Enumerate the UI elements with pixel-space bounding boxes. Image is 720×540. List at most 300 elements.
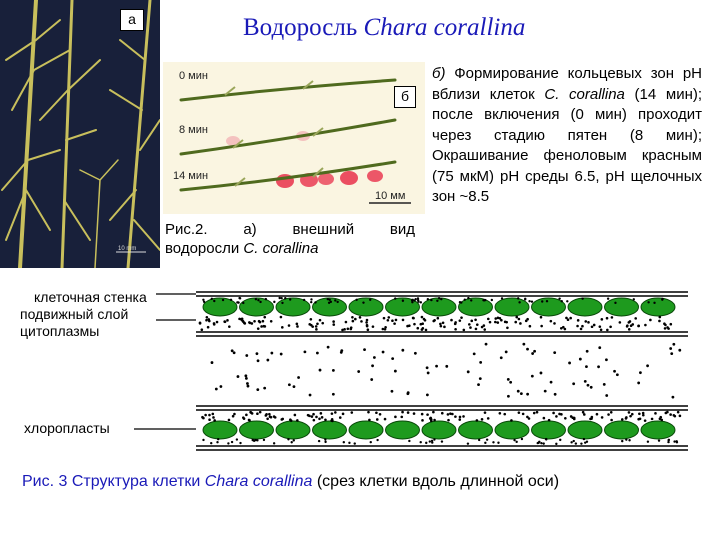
- particle: [416, 327, 419, 330]
- particle: [395, 319, 398, 322]
- particle: [208, 418, 211, 421]
- cell-structure-diagram: [0, 280, 720, 460]
- particle: [208, 414, 211, 417]
- particle: [467, 297, 469, 299]
- particle: [331, 418, 334, 421]
- particle: [507, 395, 510, 398]
- particle: [368, 419, 371, 422]
- particle: [417, 300, 419, 302]
- particle: [236, 438, 238, 440]
- fig2-w1: Рис.2.: [165, 221, 208, 238]
- desc-lead: б): [432, 65, 446, 82]
- particle: [308, 323, 311, 326]
- panel-label-a: а: [120, 9, 144, 31]
- particle: [263, 325, 266, 328]
- particle: [510, 419, 513, 422]
- particle: [413, 323, 416, 326]
- particle: [421, 419, 424, 422]
- particle: [345, 321, 348, 324]
- particle: [541, 300, 543, 302]
- algae-illustration: [0, 0, 160, 268]
- chloroplast: [495, 421, 529, 439]
- particle: [614, 302, 616, 304]
- particle: [677, 411, 680, 414]
- particle: [616, 373, 619, 376]
- particle: [288, 383, 291, 386]
- particle: [638, 412, 641, 415]
- particle: [487, 417, 490, 420]
- particle: [296, 323, 299, 326]
- particle: [479, 377, 482, 380]
- particle: [531, 300, 533, 302]
- particle: [501, 297, 503, 299]
- particle: [639, 371, 642, 374]
- particle: [503, 413, 506, 416]
- particle: [334, 299, 336, 301]
- particle: [387, 316, 390, 319]
- particle: [474, 319, 477, 322]
- particle: [441, 440, 443, 442]
- particle: [257, 299, 259, 301]
- particle: [308, 415, 311, 418]
- chloroplast: [568, 421, 602, 439]
- particle: [540, 372, 543, 375]
- particle: [313, 419, 316, 422]
- fig3-prefix: Рис. 3 Структура клетки: [22, 473, 205, 490]
- particle: [303, 299, 305, 301]
- label-cell-wall: клеточная стенка: [34, 289, 147, 305]
- particle: [287, 438, 289, 440]
- label-cytoplasm-line2: цитоплазмы: [20, 323, 100, 339]
- particle: [424, 319, 427, 322]
- particle: [230, 299, 232, 301]
- particle: [525, 320, 528, 323]
- particle: [605, 394, 608, 397]
- particle: [625, 438, 627, 440]
- particle: [426, 394, 429, 397]
- particle: [519, 322, 522, 325]
- particle: [426, 366, 429, 369]
- particle: [373, 356, 376, 359]
- particle: [384, 326, 387, 329]
- particle: [555, 443, 557, 445]
- particle: [591, 416, 594, 419]
- chloroplast: [349, 298, 383, 316]
- particle: [569, 317, 572, 320]
- particle: [500, 319, 503, 322]
- particle: [273, 442, 275, 444]
- particle: [469, 326, 472, 329]
- particle: [628, 328, 631, 331]
- particle: [421, 322, 424, 325]
- particle: [514, 321, 517, 324]
- chloroplast-row-bottom: [203, 421, 675, 439]
- particle: [533, 350, 536, 353]
- particle: [586, 350, 589, 353]
- particle: [577, 319, 580, 322]
- chloroplast: [641, 298, 675, 316]
- chloroplast: [349, 421, 383, 439]
- particle: [249, 322, 252, 325]
- particle: [365, 321, 368, 324]
- particle: [243, 417, 246, 420]
- particle: [668, 439, 670, 441]
- particle: [518, 411, 521, 414]
- particle: [270, 352, 273, 355]
- particle: [284, 297, 286, 299]
- particle: [522, 413, 525, 416]
- particle: [670, 323, 673, 326]
- particle: [631, 413, 634, 416]
- title-species: Chara corallina: [363, 14, 526, 41]
- particle: [263, 439, 265, 441]
- particle: [489, 321, 492, 324]
- particle: [598, 346, 601, 349]
- particle: [505, 321, 508, 324]
- particle: [439, 323, 442, 326]
- particle: [553, 351, 556, 354]
- chloroplast: [532, 298, 566, 316]
- particle: [328, 299, 330, 301]
- fig2-w3: внешний: [292, 221, 355, 238]
- particle: [430, 418, 433, 421]
- particle: [348, 442, 350, 444]
- particle: [445, 365, 448, 368]
- particle: [236, 301, 238, 303]
- particle: [352, 320, 355, 323]
- particle: [660, 419, 663, 422]
- particle: [573, 418, 576, 421]
- particle: [376, 418, 379, 421]
- particle: [273, 301, 275, 303]
- particle: [601, 318, 604, 321]
- particle: [296, 325, 299, 328]
- particle: [582, 411, 585, 414]
- particle: [613, 370, 616, 373]
- particle: [207, 318, 210, 321]
- particle: [573, 440, 575, 442]
- particle: [199, 322, 202, 325]
- particle: [483, 328, 486, 331]
- particle: [310, 298, 312, 300]
- particle: [464, 298, 466, 300]
- particle: [425, 329, 428, 332]
- particle: [509, 381, 512, 384]
- particle: [332, 393, 335, 396]
- particle: [647, 301, 649, 303]
- particle: [288, 324, 291, 327]
- particle: [494, 317, 497, 320]
- particle: [259, 301, 261, 303]
- particle: [251, 412, 254, 415]
- chloroplast: [240, 298, 274, 316]
- fig3-species: Chara corallina: [204, 473, 313, 490]
- particle: [600, 328, 603, 331]
- particle: [257, 359, 260, 362]
- particle: [619, 321, 622, 324]
- particle: [280, 353, 283, 356]
- particle: [412, 317, 415, 320]
- particle: [463, 329, 466, 332]
- particle: [379, 413, 382, 416]
- chloroplast: [203, 421, 237, 439]
- particle: [232, 415, 235, 418]
- particle: [559, 439, 561, 441]
- particle: [281, 302, 283, 304]
- particle: [575, 442, 577, 444]
- particle: [580, 442, 582, 444]
- particle: [593, 324, 596, 327]
- fig3-suffix: (срез клетки вдоль длинной оси): [312, 473, 560, 490]
- particle: [672, 343, 675, 346]
- particle: [610, 411, 613, 414]
- particle: [487, 318, 490, 321]
- particle: [497, 442, 499, 444]
- particle: [263, 387, 266, 390]
- particle: [649, 319, 652, 322]
- particle: [554, 393, 557, 396]
- particle: [332, 323, 335, 326]
- particle: [479, 361, 482, 364]
- particle: [387, 319, 390, 322]
- particle: [676, 441, 678, 443]
- particle: [383, 317, 386, 320]
- particle: [309, 394, 312, 397]
- particle: [366, 319, 369, 322]
- particle: [414, 352, 417, 355]
- particle: [528, 300, 530, 302]
- particle: [467, 442, 469, 444]
- particle: [427, 372, 430, 375]
- particle: [315, 328, 318, 331]
- particle: [363, 348, 366, 351]
- particle: [584, 320, 587, 323]
- particle: [258, 320, 261, 323]
- particle: [580, 328, 583, 331]
- panel-label-b: б: [394, 86, 416, 108]
- particle: [371, 364, 374, 367]
- desc-text-2: (14 мин); после включения (0 мин) проходит через стадию пятен (8 мин); Окрашивание феноловым красным (75 мкМ) рН среды 6.5, рН щелочных зон ~8.5: [432, 85, 703, 205]
- particle: [658, 320, 661, 323]
- particle: [454, 328, 457, 331]
- particle: [351, 316, 354, 319]
- particle: [537, 442, 539, 444]
- fig2-caption: [165, 220, 415, 258]
- particle: [281, 326, 284, 329]
- particle: [312, 413, 315, 416]
- particle: [332, 369, 335, 372]
- chloroplast: [641, 421, 675, 439]
- particle: [210, 442, 212, 444]
- particle: [587, 321, 590, 324]
- particle: [262, 320, 265, 323]
- particle: [545, 438, 547, 440]
- particle: [478, 439, 480, 441]
- particle: [491, 299, 493, 301]
- particle: [486, 438, 488, 440]
- particle: [316, 322, 319, 325]
- particle: [401, 411, 404, 414]
- particle: [402, 319, 405, 322]
- particle: [526, 348, 529, 351]
- particle: [426, 413, 429, 416]
- particle: [566, 300, 568, 302]
- particle: [500, 356, 503, 359]
- chloroplast: [276, 421, 310, 439]
- particle: [324, 441, 326, 443]
- particle: [570, 441, 572, 443]
- chloroplast: [532, 421, 566, 439]
- particle: [572, 382, 575, 385]
- particle: [633, 298, 635, 300]
- chloroplast: [313, 421, 347, 439]
- chloroplast: [568, 298, 602, 316]
- particle: [375, 411, 378, 414]
- particle: [475, 328, 478, 331]
- particle: [584, 441, 586, 443]
- particle: [496, 321, 499, 324]
- particle: [484, 442, 486, 444]
- particle: [647, 441, 649, 443]
- particle: [447, 419, 450, 422]
- particle: [420, 441, 422, 443]
- particle: [521, 438, 523, 440]
- particle: [393, 322, 396, 325]
- particle: [658, 316, 661, 319]
- particle: [400, 416, 403, 419]
- particle: [581, 325, 584, 328]
- particle: [531, 375, 534, 378]
- particle: [544, 390, 547, 393]
- particle: [513, 439, 515, 441]
- particle: [560, 327, 563, 330]
- particle: [644, 419, 647, 422]
- particle: [626, 324, 629, 327]
- particle: [610, 419, 613, 422]
- particle: [324, 418, 327, 421]
- particle: [625, 417, 628, 420]
- particle: [454, 415, 457, 418]
- particle: [233, 413, 236, 416]
- particle: [256, 352, 259, 355]
- particle: [294, 414, 297, 417]
- particle: [653, 302, 655, 304]
- particle: [546, 300, 548, 302]
- particle: [441, 412, 444, 415]
- particle: [222, 299, 224, 301]
- particle: [316, 352, 319, 355]
- particle: [289, 418, 292, 421]
- particle: [597, 365, 600, 368]
- page-title: [243, 14, 525, 42]
- experiment-description: [432, 64, 702, 208]
- particle: [394, 416, 397, 419]
- chloroplast-row-top: [203, 298, 675, 316]
- particle: [526, 393, 529, 396]
- particle: [357, 370, 360, 373]
- particle: [518, 318, 521, 321]
- particle: [460, 301, 462, 303]
- particle: [520, 392, 523, 395]
- particle: [227, 442, 229, 444]
- particle: [228, 325, 231, 328]
- particle: [621, 418, 624, 421]
- particle: [237, 375, 240, 378]
- particle: [265, 414, 268, 417]
- particle: [528, 417, 531, 420]
- particle: [359, 316, 362, 319]
- particle: [533, 412, 536, 415]
- particle: [429, 440, 431, 442]
- particle: [607, 298, 609, 300]
- particle: [564, 417, 567, 420]
- particle: [459, 416, 462, 419]
- particle: [231, 441, 233, 443]
- label-chloroplasts: хлоропласты: [24, 420, 110, 436]
- particle: [293, 439, 295, 441]
- title-prefix: Водоросль: [243, 14, 358, 41]
- particle: [256, 412, 259, 415]
- particle: [394, 297, 396, 299]
- particle: [319, 319, 322, 322]
- particle: [304, 350, 307, 353]
- particle: [391, 390, 394, 393]
- particle: [231, 349, 234, 352]
- particle: [314, 301, 316, 303]
- particle: [324, 438, 326, 440]
- particle: [425, 442, 427, 444]
- chloroplast: [459, 421, 493, 439]
- particle: [343, 441, 345, 443]
- particle: [674, 415, 677, 418]
- particle: [477, 383, 480, 386]
- particle: [321, 416, 324, 419]
- particle: [265, 298, 267, 300]
- particle: [583, 413, 586, 416]
- particle: [470, 320, 473, 323]
- particle: [204, 414, 207, 417]
- particle: [628, 439, 630, 441]
- particle: [529, 325, 532, 328]
- particle: [215, 388, 218, 391]
- particle: [450, 319, 453, 322]
- particle: [467, 370, 470, 373]
- particle: [293, 385, 296, 388]
- particle: [256, 439, 258, 441]
- particle: [211, 298, 213, 300]
- particle: [564, 328, 567, 331]
- time-label-14: 14 мин: [173, 170, 209, 182]
- particle: [629, 320, 632, 323]
- chloroplast: [605, 421, 639, 439]
- desc-species: C. corallina: [544, 85, 625, 103]
- particle: [266, 417, 269, 420]
- particle: [473, 352, 476, 355]
- particle: [203, 301, 205, 303]
- particle: [581, 297, 583, 299]
- particle: [432, 320, 435, 323]
- particle: [360, 320, 363, 323]
- particle: [256, 388, 259, 391]
- particle: [278, 297, 280, 299]
- particle: [257, 327, 260, 330]
- particle: [310, 301, 312, 303]
- particle: [367, 328, 370, 331]
- particle: [548, 419, 551, 422]
- particle: [670, 352, 673, 355]
- experiment-scale-text: 10 мм: [375, 190, 406, 202]
- particle: [311, 415, 314, 418]
